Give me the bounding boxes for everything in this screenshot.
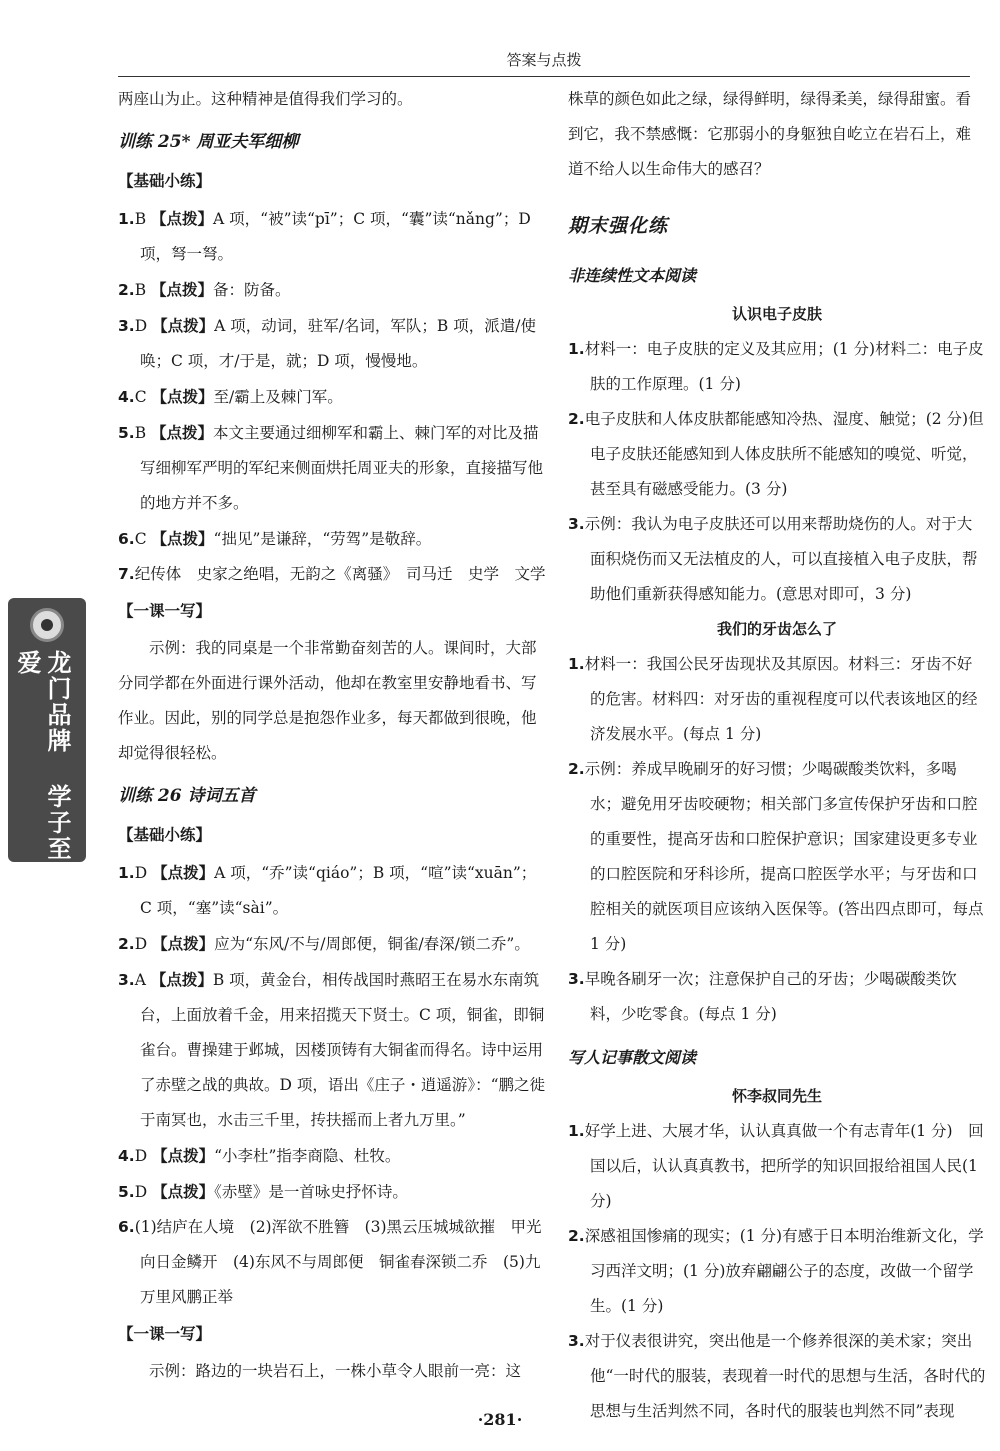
answer-item: 4.D 【点拨】“小李杜”指李商隐、杜牧。 [118, 1146, 401, 1165]
page-header: 答案与点拨 [118, 48, 970, 77]
t25-items [118, 201, 548, 592]
answer-item: 5.B 【点拨】本文主要通过细柳军和霸上、棘门军的对比及描写细柳军严明的军纪来侧面烘托周亚夫的形象，直接描写他的地方并不多。 [118, 423, 544, 512]
writing-sample: 示例：路边的一块岩石上，一株小草令人眼前一亮：这 [149, 1362, 522, 1380]
answer-item: 7.纪传体 史家之绝唱，无韵之《离骚》 司马迁 史学 文学 [118, 565, 546, 583]
side-banner [8, 598, 86, 862]
article-title: 我们的牙齿怎么了 [716, 620, 837, 638]
answer-item: 3.A 【点拨】B 项，黄金台，相传战国时燕昭王在易水东南筑台，上面放着千金，用来招揽天下贤士。C 项，铜雀，即铜雀台。曹操建于邺城，因楼顶铸有大铜雀而得名。诗中运用了赤壁之战的典故。D 项，语出《庄子・逍遥游》：“鹏之徙于南冥也，水击三千里，抟扶摇而上者九万里。” [118, 970, 546, 1129]
side-banner-text: 龙门品牌 学子至爱 [13, 650, 71, 862]
answer-item: 5.D 【点拨】《赤壁》是一首咏史抒怀诗。 [118, 1182, 408, 1201]
answer-item: 3.示例：我认为电子皮肤还可以用来帮助烧伤的人。对于大面积烧伤而又无法植皮的人，可以直接植入电子皮肤，帮助他们重新获得感知能力。(意思对即可，3 分) [568, 515, 978, 603]
article-title: 怀李叔同先生 [731, 1087, 822, 1105]
section-narrative-reading: 写人记事散文阅读 [568, 1048, 697, 1067]
answer-item: 6.C 【点拨】“拙见”是谦辞，“劳驾”是敬辞。 [118, 529, 432, 548]
answer-item: 1.材料一：我国公民牙齿现状及其原因。材料三：牙齿不好的危害。材料四：对牙齿的重视程度可以代表该地区的经济发展水平。(每点 1 分) [568, 655, 978, 743]
answer-item: 3.对于仪表很讲究，突出他是一个修养很深的美术家；突出他“一时代的服装，表现着一时代的思想与生活，各时代的思想与生活判然不同，各时代的服装也判然不同”表现 [568, 1332, 986, 1420]
answer-item: 1.好学上进、大展才华，认认真真做一个有志青年(1 分) 回国以后，认认真真教书，把所学的知识回报给祖国人民(1 分) [568, 1122, 984, 1210]
t26-items [118, 855, 548, 1315]
answer-item: 1.B 【点拨】A 项，“被”读“pī”；C 项，“囊”读“nǎng”；D 项，弩一弩。 [118, 209, 531, 263]
answer-item: 3.D 【点拨】A 项，动词，驻军/名词，军队；B 项，派遣/使唤；C 项，才/于是，就；D 项，慢慢地。 [118, 316, 536, 370]
answer-item: 2.D 【点拨】应为“东风/不与/周郎便，铜雀/春深/锁二乔”。 [118, 934, 530, 953]
answer-item: 2.电子皮肤和人体皮肤都能感知冷热、湿度、触觉；(2 分)但电子皮肤还能感知到人体皮肤所不能感知的嗅觉、听觉，甚至具有磁感受能力。(3 分) [568, 410, 984, 498]
answer-item: 4.C 【点拨】至/霸上及棘门军。 [118, 387, 343, 406]
answer-item: 6.(1)结庐在人境 (2)浑欲不胜簪 (3)黑云压城城欲摧 甲光向日金鳞开 (4)东风不与周郎便 铜雀春深锁二乔 (5)九万里风鹏正举 [118, 1218, 542, 1306]
training-25-title: 训练 25* 周亚夫军细柳 [118, 132, 299, 152]
answer-item: 1.D 【点拨】A 项，“乔”读“qiáo”；B 项，“喧”读“xuān”；C 项，“塞”读“sài”。 [118, 863, 537, 917]
right-intro: 株草的颜色如此之绿，绿得鲜明，绿得柔美，绿得甜蜜。看到它，我不禁感慨：它那弱小的身躯独自屹立在岩石上，难道不给人以生命伟大的感召？ [568, 90, 972, 178]
answer-item: 2.B 【点拨】备：防备。 [118, 280, 291, 299]
left-column [118, 82, 548, 1389]
section-title: 期末强化练 [568, 215, 669, 237]
ring-icon [30, 608, 64, 642]
left-intro: 两座山为止。这种精神是值得我们学习的。 [118, 90, 413, 108]
article-title: 认识电子皮肤 [731, 305, 822, 323]
subheading-writing: 【一课一写】 [118, 602, 212, 620]
page-number: ·281· [477, 1410, 523, 1429]
subheading-basic: 【基础小练】 [118, 172, 212, 190]
subheading-writing: 【一课一写】 [118, 1325, 212, 1343]
training-26-title: 训练 26 诗词五首 [118, 786, 256, 806]
subheading-basic: 【基础小练】 [118, 826, 212, 844]
answer-item: 3.早晚各刷牙一次；注意保护自己的牙齿；少喝碳酸类饮料，少吃零食。(每点 1 分) [568, 970, 957, 1023]
answer-item: 2.示例：养成早晚刷牙的好习惯；少喝碳酸类饮料，多喝水；避免用牙齿咬硬物；相关部门多宣传保护牙齿和口腔的重要性，提高牙齿和口腔保护意识；国家建设更多专业的口腔医院和牙科诊所，提高口腔医学水平；与牙齿和口腔相关的就医项目应该纳入医保等。(答出四点即可，每点 1 分) [568, 760, 984, 953]
right-column [568, 82, 986, 1429]
writing-sample: 示例：我的同桌是一个非常勤奋刻苦的人。课间时，大部分同学都在外面进行课外活动，他却在教室里安静地看书、写作业。因此，别的同学总是抱怨作业多，每天都做到很晚，他却觉得很轻松。 [118, 639, 537, 762]
answer-item: 2.深感祖国惨痛的现实；(1 分)有感于日本明治维新文化，学习西洋文明；(1 分)放弃翩翩公子的态度，改做一个留学生。(1 分) [568, 1227, 984, 1315]
section-nonlinear-reading: 非连续性文本阅读 [568, 266, 697, 285]
answer-item: 1.材料一：电子皮肤的定义及其应用；(1 分)材料二：电子皮肤的工作原理。(1 分) [568, 340, 984, 393]
